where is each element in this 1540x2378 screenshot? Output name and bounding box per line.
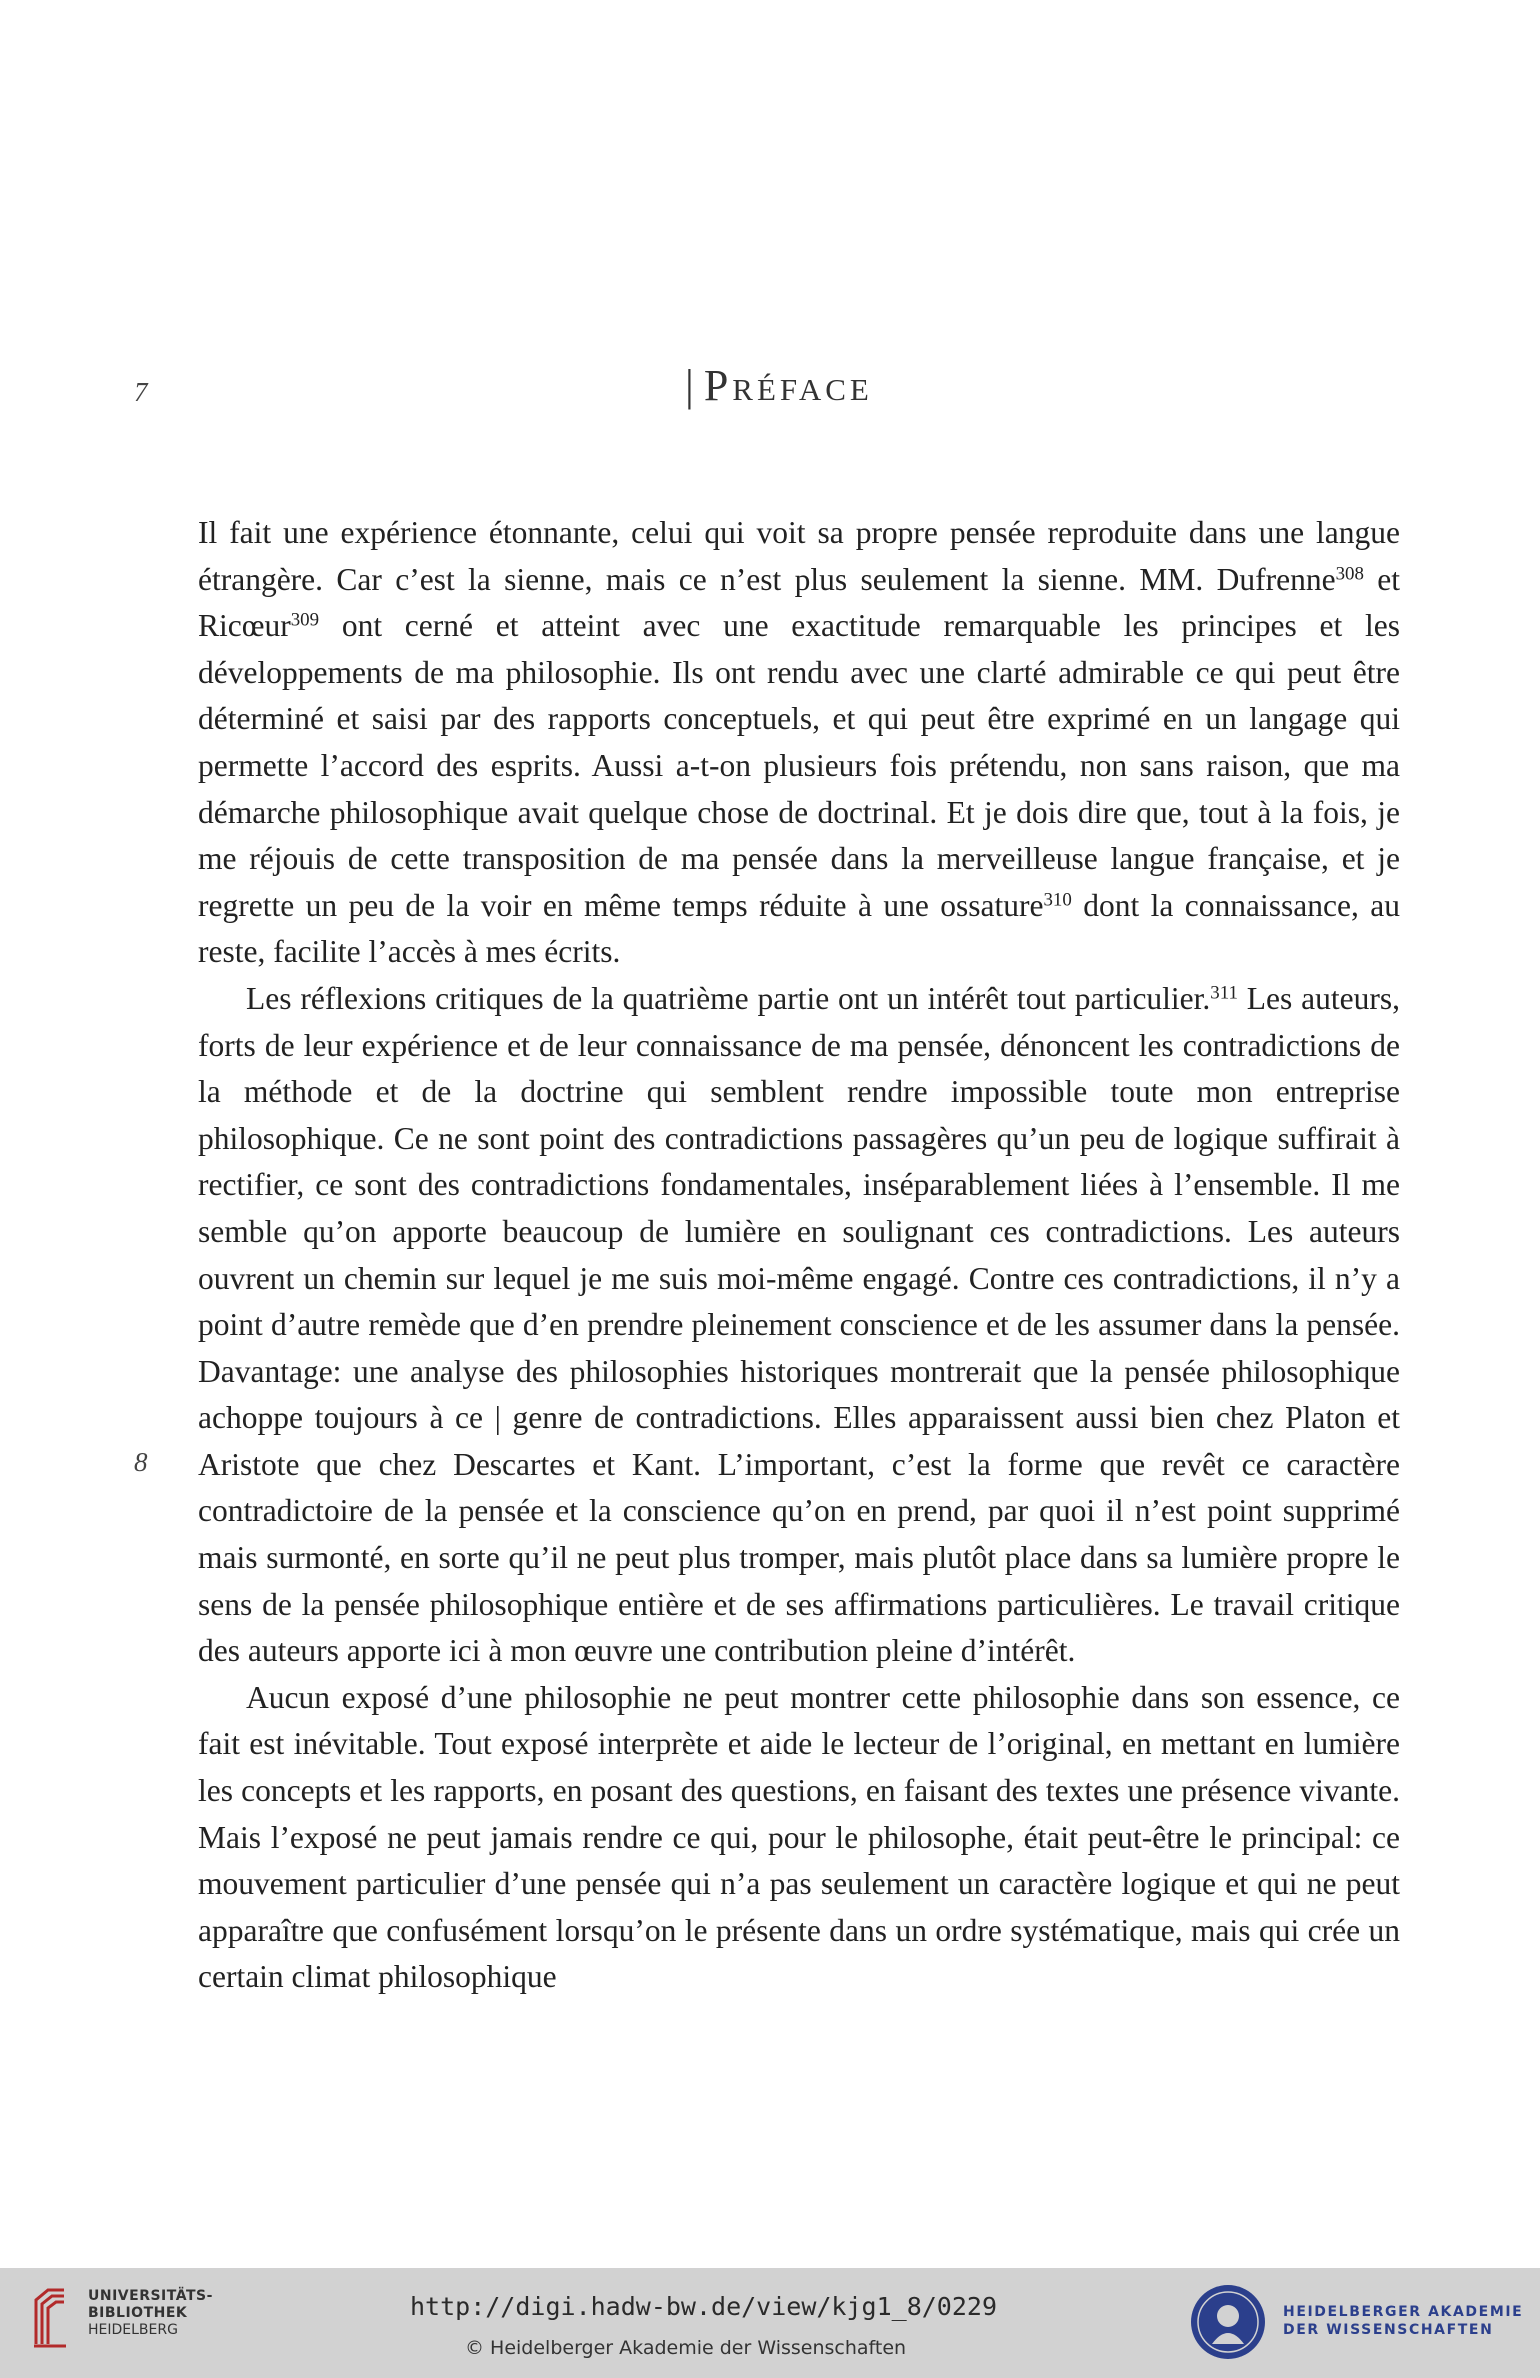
source-url-link[interactable]: http://digi.hadw-bw.de/view/kjg1_8/0229 [410, 2292, 997, 2321]
academy-name [1283, 2303, 1523, 2339]
copyright-notice: © Heidelberger Akademie der Wissenschaften [465, 2337, 907, 2359]
library-line-1: UNIVERSITÄTS- [88, 2288, 213, 2304]
footnote-ref: 309 [290, 609, 320, 631]
margin-page-number: 8 [134, 1447, 148, 1477]
university-library-name [88, 2288, 213, 2339]
footnote-ref: 311 [1210, 982, 1238, 1004]
paragraph-text: Aucun exposé d’une philosophie ne peut montrer cette philosophie dans son essence, ce fait est inévitable. Tout exposé interprète et aide le lecteur de l’original, en mettant en lumière les concepts et les rapports, en posant des questions, en faisant des textes une présence vivante. Mais l’exposé ne peut jamais rendre ce qui, pour le philosophe, était peut-être le principal: ce mouvement particulier d’une pensée qui n’a pas seulement un caractère logique et qui ne peut apparaître que confusément lorsqu’on le présente dans un ordre systématique, mais qui crée un certain climat philosophique [198, 1679, 1400, 1995]
footnote-ref: 310 [1043, 889, 1072, 911]
footer-bar [0, 2268, 1540, 2378]
paragraph-text: et Ricœur [198, 561, 1400, 644]
paragraph-1 [198, 510, 1400, 976]
heading-title: Préface [703, 361, 873, 410]
paragraph-text: ont cerné et atteint avec une exactitude remarquable les principes et les développements de ma philosophie. Ils ont rendu avec une clarté admirable ce qui peut être déterminé et saisi par des rapports conceptuels, et qui peut être exprimé en un langage qui permette l’accord des esprits. Aussi a-t-on plusieurs fois prétendu, non sans raison, que ma démarche philosophique avait quelque chose de doctrinal. Et je dois dire que, tout à la fois, je me réjouis de cette transposition de ma pensée dans la merveilleuse langue française, et je regrette un peu de la voir en même temps réduite à une ossature [198, 608, 1400, 923]
library-line-2: BIBLIOTHEK [88, 2305, 188, 2321]
paragraph-3 [198, 1675, 1400, 2001]
body-text [198, 510, 1400, 2001]
university-library-logo-icon [30, 2282, 70, 2350]
chapter-heading [685, 360, 873, 411]
academy-line-2: DER WISSENSCHAFTEN [1283, 2322, 1494, 2338]
paragraph-2 [198, 976, 1400, 1675]
footnote-ref: 308 [1335, 563, 1364, 585]
library-line-3: HEIDELBERG [88, 2322, 178, 2338]
academy-line-1: HEIDELBERGER AKADEMIE [1283, 2304, 1524, 2320]
paragraph-text: dont la connaissance, au reste, facilite l’accès à mes écrits. [198, 887, 1400, 970]
page-number: 7 [134, 377, 148, 407]
paragraph-text: Il fait une expérience étonnante, celui qui voit sa propre pensée reproduite dans une langue étrangère. Car c’est la sienne, mais ce n’est plus seulement la sienne. MM. Dufrenne [198, 515, 1400, 597]
heading-bar: | [685, 361, 694, 410]
paragraph-text: Les réflexions critiques de la quatrième partie ont un intérêt tout particulier. [246, 980, 1211, 1016]
academy-seal-icon [1188, 2282, 1268, 2362]
paragraph-text: Les auteurs, forts de leur expérience et de leur connaissance de ma pensée, dénoncent les contradictions de la méthode et de la doctrine qui semblent rendre impossible toute mon entreprise philosophique. Ce ne sont point des contradictions passagères qu’un peu de logique suffirait à rectifier, ce sont des contradictions fondamentales, inséparablement liées à l’ensemble. Il me semble qu’on apporte beaucoup de lumière en soulignant ces contradictions. Les auteurs ouvrent un chemin sur lequel je me suis moi-même engagé. Contre ces contradictions, il n’y a point d’autre remède que d’en prendre pleinement conscience et de les assumer dans la pensée. Davantage: une analyse des philosophies historiques montrerait que la pensée philosophique achoppe toujours à ce | genre de contradictions. Elles apparaissent aussi bien chez Platon et Aristote que chez Descartes et Kant. L’important, c’est la forme que revêt ce caractère contradictoire de la pensée et la conscience qu’on en prend, par quoi il n’est point supprimé mais surmonté, en sorte qu’il ne peut plus tromper, mais plutôt place dans sa lumière propre le sens de la pensée philosophique entière et de ses affirmations particulières. Le travail critique des auteurs apporte ici à mon œuvre une contribution pleine d’intérêt. [198, 980, 1400, 1669]
